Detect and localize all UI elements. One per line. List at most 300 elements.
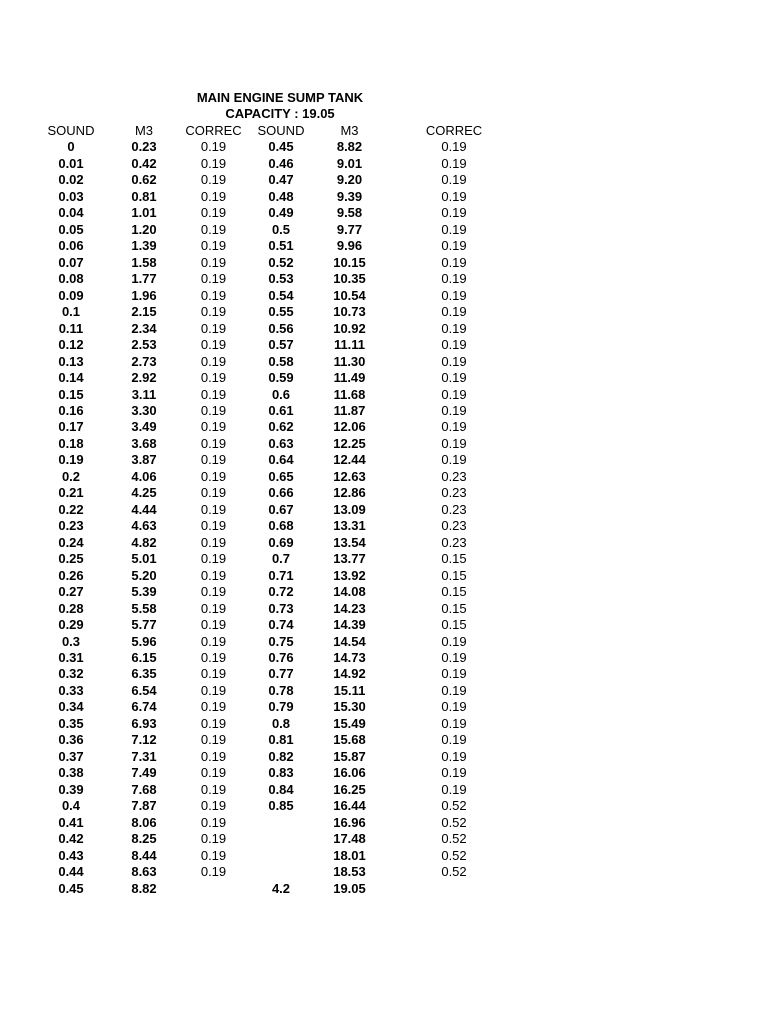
cell-correc: 0.19 — [200, 386, 227, 402]
cell-correc: 0.19 — [200, 221, 227, 237]
table-row — [0, 749, 524, 765]
cell-sound: 0.35 — [58, 715, 84, 731]
cell-m3: 0.81 — [131, 188, 157, 204]
table-row — [0, 238, 524, 254]
cell-m3: 5.77 — [131, 617, 157, 633]
cell-correc: 0.19 — [441, 139, 467, 155]
cell-correc: 0.19 — [200, 205, 227, 221]
cell-m3: 14.23 — [333, 600, 366, 616]
cell-sound: 0.42 — [58, 831, 84, 847]
cell-sound: 0.25 — [58, 551, 84, 567]
cell-sound: 0.81 — [268, 732, 294, 748]
cell-m3: 15.68 — [333, 732, 366, 748]
cell-correc: 0.23 — [441, 501, 467, 517]
cell-sound: 0.22 — [58, 501, 84, 517]
cell-m3: 15.49 — [333, 715, 366, 731]
cell-correc: 0.19 — [200, 518, 227, 534]
table-row — [0, 782, 524, 798]
cell-m3: 10.54 — [333, 287, 366, 303]
cell-sound: 0.14 — [58, 370, 84, 386]
cell-sound: 0.57 — [268, 337, 294, 353]
cell-m3: 6.74 — [131, 699, 157, 715]
cell-sound: 0.34 — [58, 699, 84, 715]
cell-correc: 0.19 — [200, 238, 227, 254]
cell-m3: 19.05 — [333, 880, 366, 896]
cell-m3: 9.20 — [336, 172, 363, 188]
cell-correc: 0.19 — [441, 370, 467, 386]
cell-sound: 0.05 — [58, 221, 84, 237]
cell-m3: 5.20 — [131, 567, 157, 583]
cell-m3: 10.15 — [333, 254, 366, 270]
cell-sound: 0.71 — [268, 567, 294, 583]
cell-m3: 3.49 — [131, 419, 157, 435]
cell-m3: 13.77 — [333, 551, 366, 567]
cell-m3: 9.01 — [336, 155, 363, 171]
cell-m3: 7.49 — [131, 765, 157, 781]
cell-m3: 8.44 — [131, 847, 157, 863]
cell-correc: 0.19 — [441, 650, 467, 665]
cell-correc: 0.19 — [441, 715, 467, 731]
cell-correc: 0.19 — [200, 501, 227, 517]
cell-correc: 0.19 — [200, 139, 227, 155]
cell-correc: 0.19 — [441, 435, 467, 451]
cell-correc: 0.19 — [200, 254, 227, 270]
table-row — [0, 584, 524, 600]
cell-m3: 2.34 — [131, 320, 157, 336]
cell-m3: 6.35 — [131, 666, 157, 682]
cell-correc: 0.52 — [441, 814, 467, 830]
table-row — [0, 683, 524, 699]
header-m3: M3 — [340, 123, 359, 138]
cell-correc: 0.19 — [200, 567, 227, 583]
table-row — [0, 189, 524, 205]
cell-correc: 0.19 — [441, 188, 467, 204]
sheet-title: MAIN ENGINE SUMP TANK — [196, 90, 364, 105]
cell-m3: 8.82 — [131, 880, 157, 896]
cell-correc: 0.19 — [200, 419, 227, 435]
cell-correc: 0.19 — [441, 682, 467, 698]
table-row — [0, 881, 524, 897]
table-row — [0, 304, 524, 320]
cell-sound: 0.47 — [268, 172, 294, 188]
cell-m3: 13.92 — [333, 567, 366, 583]
cell-correc: 0.23 — [441, 468, 467, 484]
cell-correc: 0.19 — [441, 386, 467, 402]
table-row — [0, 403, 524, 419]
cell-sound: 0.5 — [271, 221, 291, 237]
cell-sound: 0.67 — [268, 501, 294, 517]
table-row — [0, 485, 524, 501]
header-correc: CORREC — [185, 123, 242, 138]
cell-correc: 0.19 — [441, 287, 467, 303]
cell-sound: 0.54 — [268, 287, 294, 303]
cell-correc: 0.19 — [441, 419, 467, 435]
cell-correc: 0.19 — [200, 172, 227, 188]
cell-m3: 9.96 — [336, 238, 363, 254]
cell-correc: 0.15 — [441, 600, 467, 616]
cell-sound: 0.01 — [58, 155, 84, 171]
table-row — [0, 601, 524, 617]
cell-correc: 0.19 — [200, 551, 227, 567]
cell-m3: 17.48 — [333, 831, 366, 847]
cell-sound: 0.1 — [61, 304, 81, 320]
cell-m3: 12.63 — [333, 468, 366, 484]
cell-sound: 0.69 — [268, 534, 294, 550]
cell-m3: 12.25 — [333, 435, 366, 451]
cell-sound: 0.29 — [58, 617, 84, 633]
table-row — [0, 798, 524, 814]
cell-m3: 1.96 — [131, 287, 157, 303]
cell-sound: 0.77 — [268, 666, 294, 682]
cell-correc: 0.52 — [441, 847, 467, 863]
cell-correc: 0.19 — [200, 584, 227, 600]
table-row — [0, 815, 524, 831]
cell-m3: 8.25 — [131, 831, 157, 847]
cell-sound: 0.74 — [268, 617, 294, 633]
cell-m3: 11.49 — [333, 370, 366, 386]
cell-m3: 12.44 — [333, 452, 366, 468]
cell-sound: 0.27 — [58, 584, 84, 600]
cell-sound: 0.39 — [58, 781, 84, 797]
cell-sound: 0.65 — [268, 468, 294, 484]
cell-m3: 15.87 — [333, 748, 366, 764]
cell-m3: 10.73 — [333, 304, 366, 320]
cell-correc — [384, 881, 524, 897]
cell-m3: 2.53 — [131, 337, 157, 353]
cell-m3: 3.87 — [131, 452, 157, 468]
cell-sound — [247, 848, 315, 864]
cell-sound: 0.45 — [268, 139, 294, 155]
cell-sound: 0.2 — [61, 468, 81, 484]
cell-sound: 0.41 — [58, 814, 84, 830]
cell-correc: 0.19 — [200, 600, 227, 616]
cell-sound: 0.82 — [268, 748, 294, 764]
cell-m3: 16.96 — [333, 814, 366, 830]
cell-correc: 0.19 — [200, 287, 227, 303]
cell-correc — [180, 881, 247, 897]
cell-correc: 0.19 — [200, 617, 227, 633]
cell-correc: 0.19 — [441, 337, 467, 353]
cell-sound: 0 — [67, 139, 75, 155]
cell-sound: 0.31 — [58, 650, 84, 665]
cell-correc: 0.19 — [441, 633, 467, 649]
cell-m3: 14.08 — [333, 584, 366, 600]
cell-sound: 0.56 — [268, 320, 294, 336]
table-row — [0, 354, 524, 370]
cell-m3: 9.58 — [336, 205, 363, 221]
cell-sound: 0.62 — [268, 419, 294, 435]
cell-m3: 6.54 — [131, 682, 157, 698]
cell-sound: 0.61 — [268, 402, 294, 418]
cell-correc: 0.19 — [441, 238, 467, 254]
cell-correc: 0.19 — [441, 732, 467, 748]
cell-m3: 16.06 — [333, 765, 366, 781]
cell-m3: 9.77 — [336, 221, 363, 237]
table-row — [0, 370, 524, 386]
cell-m3: 4.63 — [131, 518, 157, 534]
cell-sound: 0.16 — [58, 402, 84, 418]
cell-sound: 0.83 — [268, 765, 294, 781]
cell-m3: 2.73 — [131, 353, 157, 369]
cell-correc: 0.19 — [441, 172, 467, 188]
cell-correc: 0.19 — [441, 666, 467, 682]
cell-correc: 0.19 — [441, 699, 467, 715]
sounding-table — [0, 123, 524, 897]
table-row — [0, 864, 524, 880]
cell-sound: 0.49 — [268, 205, 294, 221]
cell-sound: 0.53 — [268, 271, 294, 287]
cell-sound: 0.4 — [61, 798, 81, 814]
cell-m3: 16.44 — [333, 798, 366, 814]
table-row — [0, 551, 524, 567]
cell-correc: 0.19 — [200, 155, 227, 171]
cell-m3: 7.87 — [131, 798, 157, 814]
cell-sound: 0.19 — [58, 452, 84, 468]
cell-correc: 0.19 — [200, 468, 227, 484]
cell-m3: 6.15 — [131, 650, 157, 665]
cell-sound: 0.84 — [268, 781, 294, 797]
cell-m3: 3.11 — [131, 386, 157, 402]
cell-correc: 0.19 — [441, 353, 467, 369]
cell-m3: 13.54 — [333, 534, 366, 550]
table-row — [0, 765, 524, 781]
table-row — [0, 469, 524, 485]
cell-sound: 0.59 — [268, 370, 294, 386]
capacity-label: CAPACITY : 19.05 — [225, 106, 335, 121]
cell-sound: 0.73 — [268, 600, 294, 616]
cell-m3: 1.77 — [131, 271, 157, 287]
cell-correc: 0.52 — [441, 864, 467, 880]
cell-correc: 0.19 — [200, 781, 227, 797]
cell-sound: 0.23 — [58, 518, 84, 534]
cell-sound: 0.45 — [58, 880, 84, 896]
cell-sound: 0.17 — [58, 419, 84, 435]
cell-correc: 0.19 — [200, 864, 227, 880]
cell-sound: 0.18 — [58, 435, 84, 451]
cell-sound — [247, 831, 315, 847]
cell-sound: 0.63 — [268, 435, 294, 451]
cell-m3: 8.06 — [131, 814, 157, 830]
cell-m3: 11.68 — [333, 386, 366, 402]
table-row — [0, 271, 524, 287]
cell-m3: 12.06 — [333, 419, 366, 435]
cell-m3: 5.58 — [131, 600, 157, 616]
table-row — [0, 222, 524, 238]
cell-correc: 0.19 — [200, 748, 227, 764]
cell-sound: 0.08 — [58, 271, 84, 287]
cell-m3: 4.82 — [131, 534, 157, 550]
cell-m3: 7.31 — [131, 748, 157, 764]
cell-sound: 0.6 — [271, 386, 291, 402]
table-row — [0, 848, 524, 864]
cell-correc: 0.19 — [200, 814, 227, 830]
cell-m3: 1.01 — [131, 205, 157, 221]
cell-m3: 13.31 — [333, 518, 366, 534]
cell-sound: 0.32 — [58, 666, 84, 682]
cell-sound: 0.44 — [58, 864, 84, 880]
cell-correc: 0.19 — [200, 534, 227, 550]
header-sound: SOUND — [47, 123, 95, 138]
cell-correc: 0.19 — [200, 666, 227, 682]
cell-m3: 14.54 — [333, 633, 366, 649]
table-row — [0, 716, 524, 732]
table-row — [0, 699, 524, 715]
cell-correc: 0.23 — [441, 534, 467, 550]
table-row — [0, 535, 524, 551]
cell-m3: 14.39 — [333, 617, 366, 633]
cell-sound: 0.26 — [58, 567, 84, 583]
cell-m3: 8.82 — [336, 139, 363, 155]
cell-correc: 0.19 — [200, 847, 227, 863]
cell-correc: 0.19 — [200, 831, 227, 847]
cell-m3: 15.11 — [333, 682, 366, 698]
cell-sound: 0.12 — [58, 337, 84, 353]
cell-correc: 0.19 — [200, 682, 227, 698]
cell-m3: 10.92 — [333, 320, 366, 336]
cell-sound: 0.06 — [58, 238, 84, 254]
cell-sound: 0.43 — [58, 847, 84, 863]
cell-m3: 5.39 — [131, 584, 157, 600]
table-row — [0, 156, 524, 172]
cell-correc: 0.23 — [441, 485, 467, 501]
cell-correc: 0.19 — [200, 188, 227, 204]
cell-m3: 5.01 — [131, 551, 157, 567]
cell-correc: 0.19 — [441, 271, 467, 287]
cell-correc: 0.19 — [200, 633, 227, 649]
cell-m3: 11.30 — [333, 353, 366, 369]
table-row — [0, 518, 524, 534]
table-row — [0, 617, 524, 633]
cell-m3: 1.20 — [131, 221, 157, 237]
table-row — [0, 172, 524, 188]
cell-sound: 0.72 — [268, 584, 294, 600]
cell-correc: 0.19 — [441, 320, 467, 336]
table-row — [0, 452, 524, 468]
cell-m3: 15.30 — [333, 699, 366, 715]
cell-correc: 0.19 — [200, 353, 227, 369]
cell-sound: 0.3 — [61, 633, 81, 649]
cell-m3: 10.35 — [333, 271, 366, 287]
cell-m3: 9.39 — [336, 188, 363, 204]
cell-correc: 0.19 — [200, 765, 227, 781]
cell-sound: 0.8 — [271, 715, 291, 731]
cell-correc: 0.19 — [200, 650, 227, 665]
cell-correc: 0.23 — [441, 518, 467, 534]
table-row — [0, 255, 524, 271]
cell-m3: 11.87 — [333, 402, 366, 418]
cell-sound: 0.24 — [58, 534, 84, 550]
cell-sound: 0.78 — [268, 682, 294, 698]
cell-sound: 0.85 — [268, 798, 294, 814]
cell-correc: 0.19 — [441, 402, 467, 418]
cell-m3: 0.62 — [131, 172, 157, 188]
cell-sound — [247, 864, 315, 880]
cell-sound: 0.02 — [58, 172, 84, 188]
cell-sound: 0.51 — [268, 238, 294, 254]
cell-correc: 0.15 — [441, 551, 467, 567]
cell-sound: 0.03 — [58, 188, 84, 204]
table-row — [0, 732, 524, 748]
cell-correc: 0.19 — [441, 205, 467, 221]
cell-m3: 14.73 — [333, 650, 366, 665]
cell-correc: 0.19 — [200, 304, 227, 320]
cell-sound: 0.46 — [268, 155, 294, 171]
cell-correc: 0.19 — [441, 304, 467, 320]
cell-m3: 13.09 — [333, 501, 366, 517]
cell-correc: 0.19 — [441, 221, 467, 237]
table-row — [0, 205, 524, 221]
cell-sound: 0.64 — [268, 452, 294, 468]
cell-sound — [247, 815, 315, 831]
cell-m3: 5.96 — [131, 633, 157, 649]
cell-m3: 4.25 — [131, 485, 157, 501]
cell-correc: 0.15 — [441, 567, 467, 583]
cell-sound: 0.75 — [268, 633, 294, 649]
cell-sound: 0.21 — [58, 485, 84, 501]
cell-sound: 0.48 — [268, 188, 294, 204]
cell-m3: 8.63 — [131, 864, 157, 880]
header-correc: CORREC — [425, 123, 483, 138]
table-row — [0, 634, 524, 650]
cell-m3: 16.25 — [333, 781, 366, 797]
cell-m3: 2.15 — [131, 304, 157, 320]
cell-sound: 0.09 — [58, 287, 84, 303]
cell-sound: 0.76 — [268, 650, 294, 665]
cell-m3: 4.44 — [131, 501, 157, 517]
cell-correc: 0.19 — [200, 402, 227, 418]
cell-m3: 2.92 — [131, 370, 157, 386]
cell-m3: 18.53 — [333, 864, 366, 880]
cell-m3: 7.12 — [131, 732, 157, 748]
cell-correc: 0.19 — [441, 765, 467, 781]
cell-sound: 0.7 — [271, 551, 291, 567]
cell-correc: 0.15 — [441, 584, 467, 600]
cell-correc: 0.19 — [200, 370, 227, 386]
cell-sound: 0.55 — [268, 304, 294, 320]
table-row — [0, 831, 524, 847]
cell-m3: 4.06 — [131, 468, 157, 484]
cell-sound: 0.36 — [58, 732, 84, 748]
cell-m3: 12.86 — [333, 485, 366, 501]
cell-sound: 0.68 — [268, 518, 294, 534]
cell-correc: 0.19 — [200, 271, 227, 287]
header-m3: M3 — [134, 123, 154, 138]
table-row — [0, 568, 524, 584]
table-row — [0, 666, 524, 682]
cell-correc: 0.19 — [200, 699, 227, 715]
cell-correc: 0.19 — [441, 748, 467, 764]
cell-correc: 0.19 — [441, 781, 467, 797]
cell-correc: 0.52 — [441, 798, 467, 814]
cell-m3: 18.01 — [333, 847, 366, 863]
cell-sound: 0.13 — [58, 353, 84, 369]
cell-correc: 0.19 — [200, 452, 227, 468]
cell-sound: 0.38 — [58, 765, 84, 781]
table-row — [0, 139, 524, 155]
cell-sound: 0.04 — [58, 205, 84, 221]
cell-m3: 0.42 — [131, 155, 157, 171]
cell-correc: 0.19 — [200, 798, 227, 814]
cell-sound: 0.37 — [58, 748, 84, 764]
cell-m3: 0.23 — [131, 139, 157, 155]
cell-sound: 4.2 — [271, 880, 291, 896]
cell-m3: 11.11 — [333, 337, 366, 353]
table-row — [0, 321, 524, 337]
cell-m3: 1.39 — [131, 238, 157, 254]
cell-correc: 0.15 — [441, 617, 467, 633]
cell-m3: 7.68 — [131, 781, 157, 797]
cell-sound: 0.79 — [268, 699, 294, 715]
